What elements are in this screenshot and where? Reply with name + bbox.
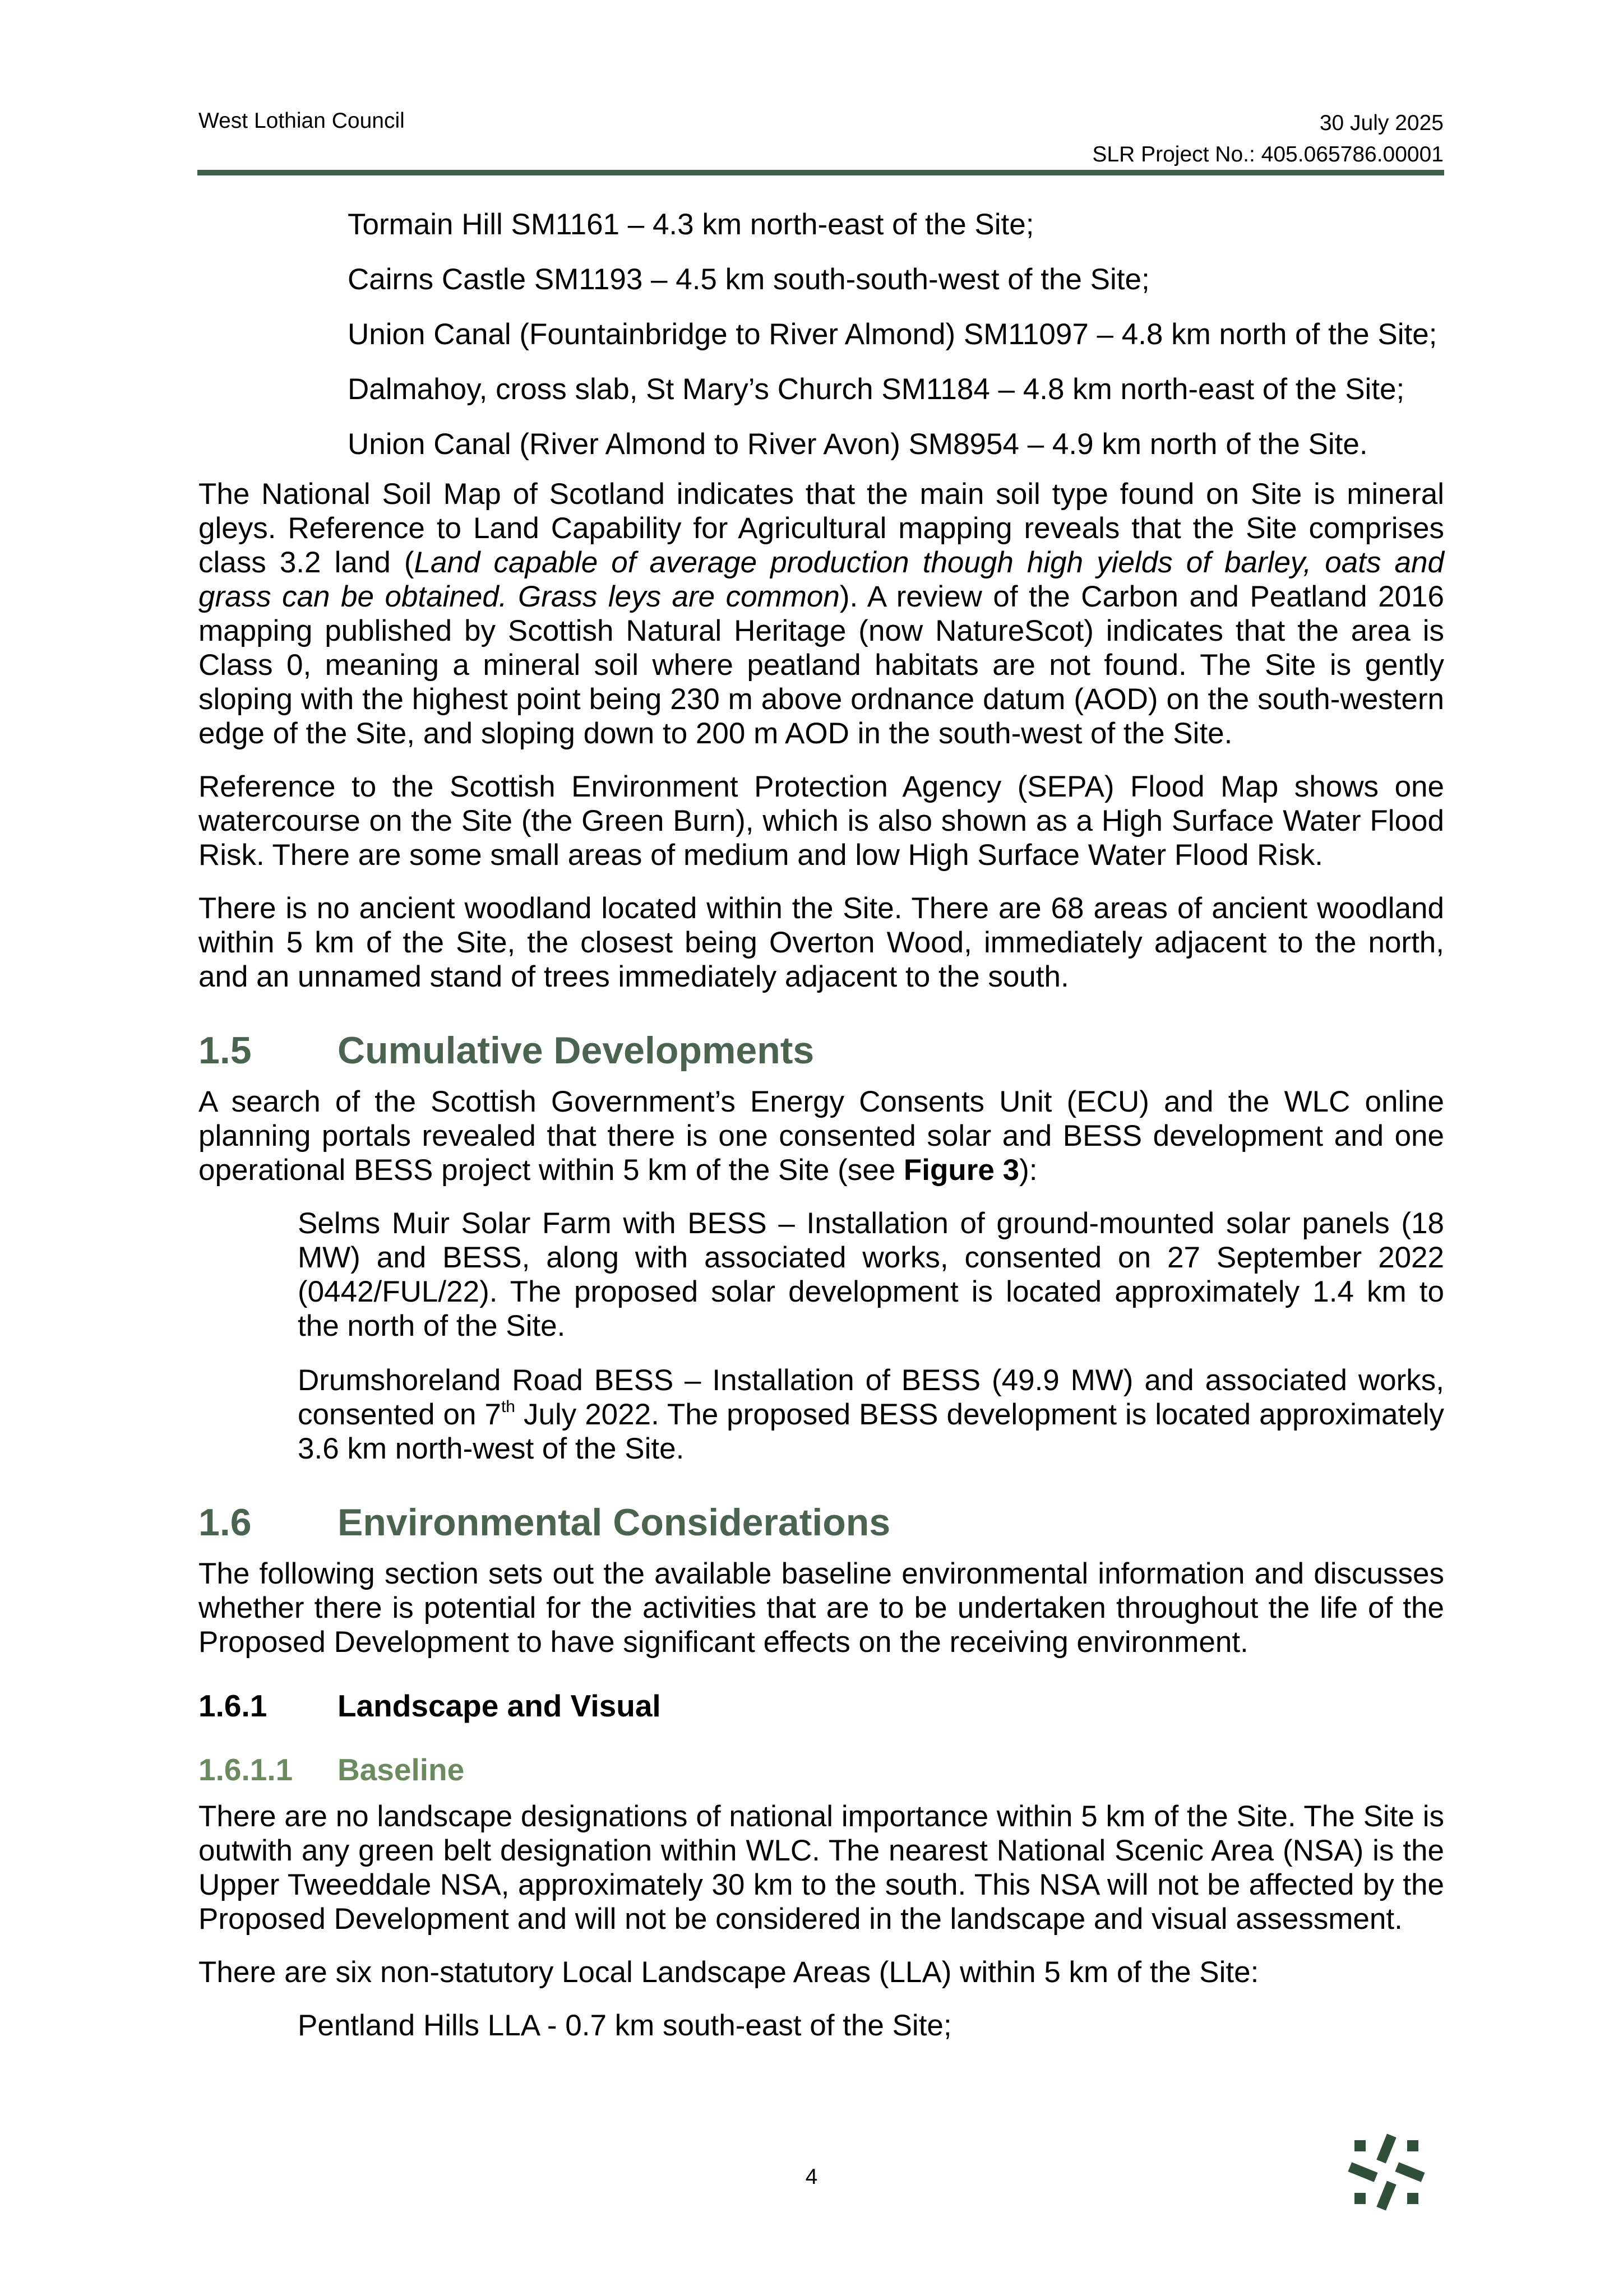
list-item: Tormain Hill SM1161 – 4.3 km north-east of the Site; bbox=[348, 208, 1034, 241]
text-run: July 2022. The proposed BESS development is located approximately 3.6 km north-west of the Site. bbox=[298, 1398, 1444, 1465]
section-heading-1-6 bbox=[198, 1499, 1444, 1545]
subsubsection-number: 1.6.1.1 bbox=[198, 1752, 293, 1787]
document-body bbox=[198, 207, 1444, 2043]
text-run: ): bbox=[1019, 1154, 1038, 1187]
list-item: Cairns Castle SM1193 – 4.5 km south-south-west of the Site; bbox=[348, 263, 1150, 296]
text-run: Drumshoreland Road BESS – Installation of BESS (49.9 MW) and associated works, consented on 7 bbox=[298, 1364, 1444, 1431]
list-item: Union Canal (Fountainbridge to River Almond) SM11097 – 4.8 km north of the Site; bbox=[348, 318, 1437, 351]
text-run: A search of the Scottish Government’s Energy Consents Unit (ECU) and the WLC online planning portals revealed that there is one consented solar and BESS development and one operational BESS project within 5 km of the Site (see bbox=[198, 1085, 1444, 1187]
paragraph-cumulative-intro bbox=[198, 1085, 1444, 1187]
development-item: Selms Muir Solar Farm with BESS – Installation of ground-mounted solar panels (18 MW) and BESS, along with associated works, consented on 27 September 2022 (0442/FUL/22). The proposed solar development is located approximately 1.4 km to the north of the Site. bbox=[298, 1207, 1444, 1343]
text-run: ). A review of the Carbon and Peatland 2016 mapping published by Scottish Natural Heritage (now NatureScot) indicates that the area is Class 0, meaning a mineral soil where peatland habitats are not found. The Site is gently sloping with the highest point being 230 m above ordnance datum (AOD) on the south-western edge of the Site, and sloping down to 200 m AOD in the south-west of the Site. bbox=[198, 580, 1444, 750]
list-item: Union Canal (River Almond to River Avon) SM8954 – 4.9 km north of the Site. bbox=[348, 428, 1368, 461]
section-title: Cumulative Developments bbox=[337, 1029, 815, 1072]
header-rule bbox=[197, 170, 1444, 175]
header-project-number: SLR Project No.: 405.065786.00001 bbox=[1092, 142, 1444, 166]
header-date: 30 July 2025 bbox=[1319, 111, 1444, 135]
header-organisation: West Lothian Council bbox=[198, 109, 405, 133]
italic-quote: Land capable of average production though high yields of barley, oats and grass can be obtained. Grass leys are common bbox=[198, 546, 1444, 613]
list-item: Pentland Hills LLA - 0.7 km south-east of the Site; bbox=[298, 2009, 952, 2042]
section-title: Environmental Considerations bbox=[337, 1501, 891, 1544]
text-run: The National Soil Map of Scotland indicates that the main soil type found on Site is mineral gleys. Reference to Land Capability for Agricultural mapping reveals that the Site comprises class 3.2 land ( bbox=[198, 478, 1444, 579]
subsection-title: Landscape and Visual bbox=[337, 1688, 661, 1723]
section-number: 1.5 bbox=[198, 1029, 252, 1072]
paragraph-environmental-intro: The following section sets out the available baseline environmental information and discusses whether there is potential for the activities that are to be undertaken throughout the life of the Proposed Development to have significant effects on the receiving environment. bbox=[198, 1557, 1444, 1659]
slr-logo-icon bbox=[1344, 2130, 1428, 2214]
paragraph-soil bbox=[198, 477, 1444, 751]
paragraph-lla-intro: There are six non-statutory Local Landscape Areas (LLA) within 5 km of the Site: bbox=[198, 1956, 1259, 1989]
paragraph-landscape-baseline: There are no landscape designations of national importance within 5 km of the Site. The Site is outwith any green belt designation within WLC. The nearest National Scenic Area (NSA) is the Upper Tweeddale NSA, approximately 30 km to the south. This NSA will not be affected by the Proposed Development and will not be considered in the landscape and visual assessment. bbox=[198, 1800, 1444, 1936]
development-item bbox=[198, 1363, 1444, 1466]
figure-reference: Figure 3 bbox=[903, 1154, 1020, 1187]
section-heading-1-5 bbox=[198, 1027, 1444, 1073]
paragraph-flood: Reference to the Scottish Environment Protection Agency (SEPA) Flood Map shows one watercourse on the Site (the Green Burn), which is also shown as a High Surface Water Flood Risk. There are some small areas of medium and low High Surface Water Flood Risk. bbox=[198, 770, 1444, 872]
section-number: 1.6 bbox=[198, 1501, 252, 1544]
subsection-heading-1-6-1 bbox=[198, 1687, 1444, 1724]
subsubsection-heading-1-6-1-1 bbox=[198, 1751, 1444, 1788]
subsection-number: 1.6.1 bbox=[198, 1688, 267, 1723]
subsubsection-title: Baseline bbox=[337, 1752, 465, 1787]
paragraph-woodland: There is no ancient woodland located within the Site. There are 68 areas of ancient woodland within 5 km of the Site, the closest being Overton Wood, immediately adjacent to the north, and an unnamed stand of trees immediately adjacent to the south. bbox=[198, 892, 1444, 993]
page-number: 4 bbox=[805, 2165, 818, 2189]
superscript: th bbox=[501, 1397, 515, 1416]
header-meta bbox=[1092, 108, 1444, 170]
list-item: Dalmahoy, cross slab, St Mary’s Church SM1184 – 4.8 km north-east of the Site; bbox=[348, 373, 1405, 406]
